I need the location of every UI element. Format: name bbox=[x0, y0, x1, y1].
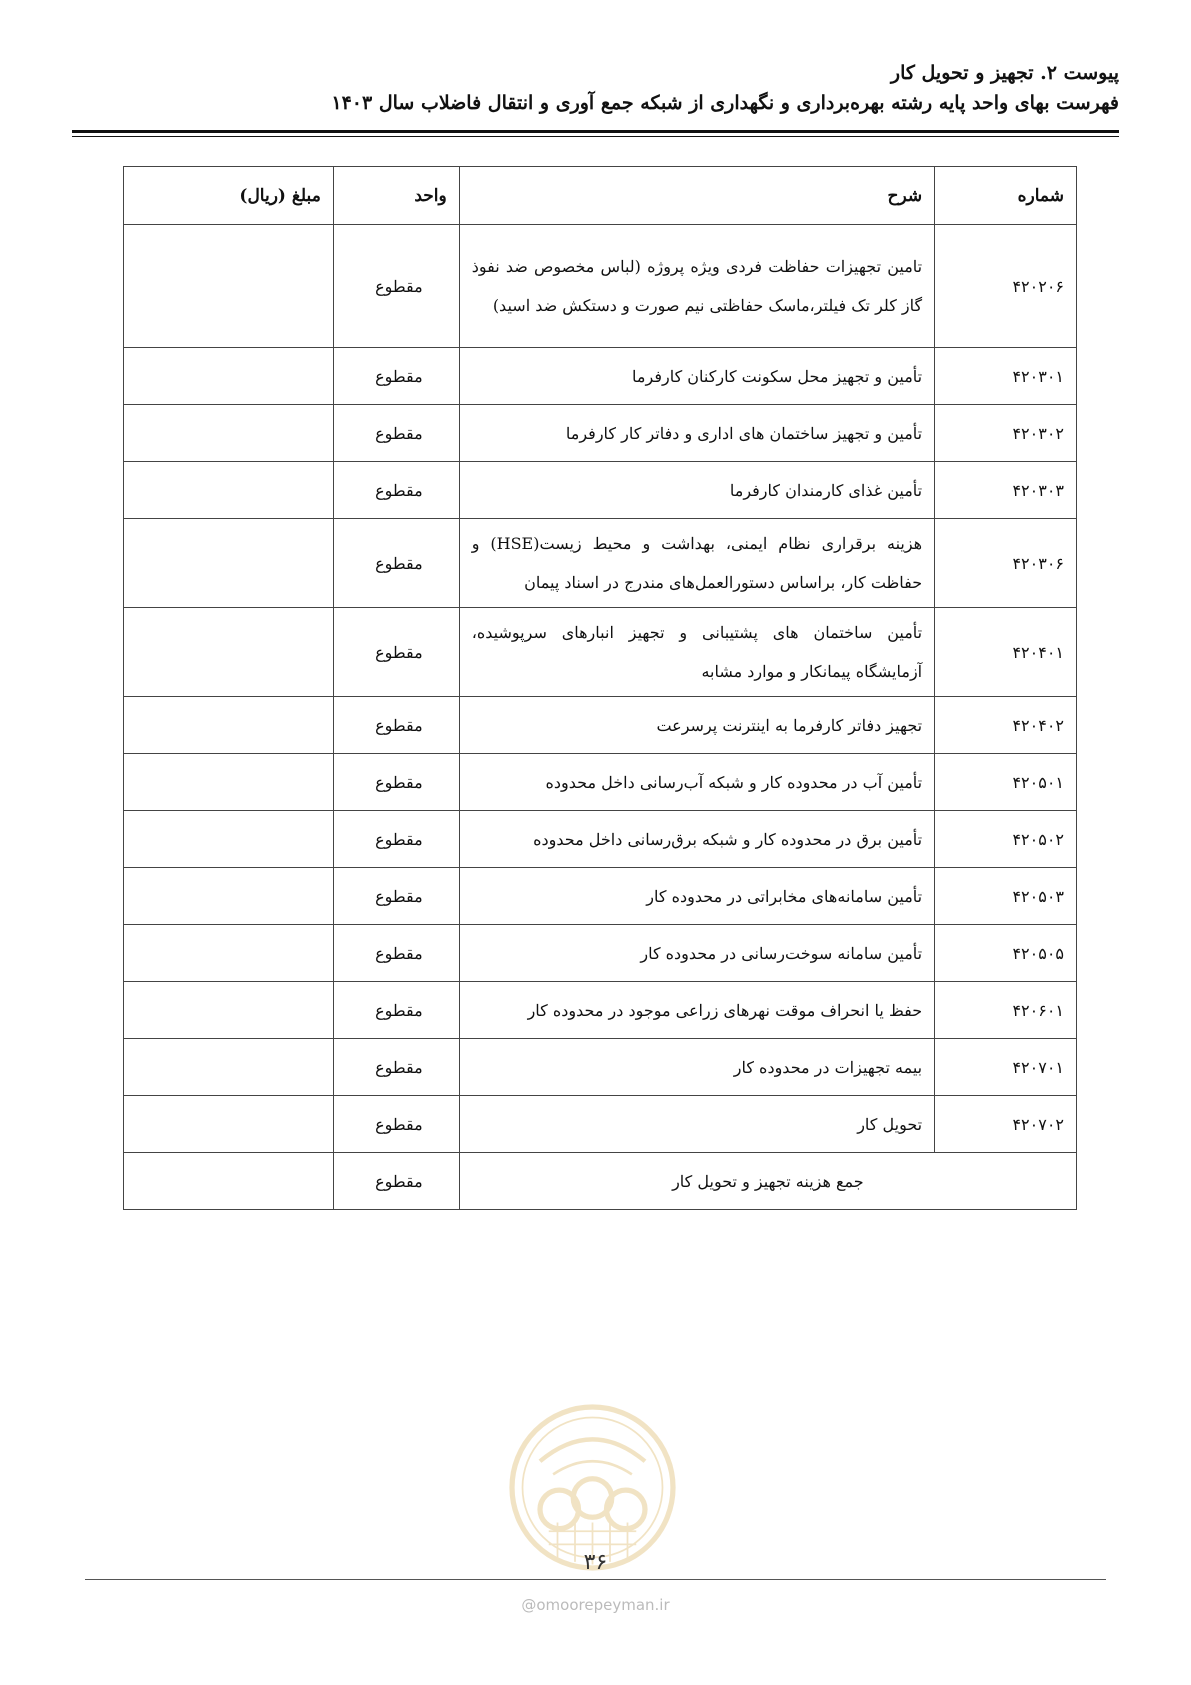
header-unit: واحد bbox=[333, 167, 459, 225]
item-unit: مقطوع bbox=[333, 1096, 459, 1153]
item-number: ۴۲۰۳۰۳ bbox=[935, 462, 1077, 519]
item-unit: مقطوع bbox=[333, 697, 459, 754]
item-amount bbox=[124, 225, 334, 348]
item-description: بیمه تجهیزات در محدوده کار bbox=[459, 1039, 934, 1096]
header-description: شرح bbox=[459, 167, 934, 225]
table-row bbox=[124, 608, 1077, 697]
item-unit: مقطوع bbox=[333, 519, 459, 608]
footer-rule bbox=[85, 1579, 1106, 1580]
item-number: ۴۲۰۳۰۶ bbox=[935, 519, 1077, 608]
item-number: ۴۲۰۶۰۱ bbox=[935, 982, 1077, 1039]
item-unit: مقطوع bbox=[333, 1039, 459, 1096]
header-rule-thin bbox=[72, 136, 1119, 137]
item-number: ۴۲۰۲۰۶ bbox=[935, 225, 1077, 348]
table-row bbox=[124, 1039, 1077, 1096]
table-row bbox=[124, 348, 1077, 405]
item-unit: مقطوع bbox=[333, 754, 459, 811]
table-row bbox=[124, 405, 1077, 462]
item-description: تأمین و تجهیز ساختمان های اداری و دفاتر کار کارفرما bbox=[459, 405, 934, 462]
item-amount bbox=[124, 925, 334, 982]
item-unit: مقطوع bbox=[333, 462, 459, 519]
item-description: تأمین و تجهیز محل سکونت کارکنان کارفرما bbox=[459, 348, 934, 405]
omoorepeyman-seal-logo bbox=[505, 1400, 680, 1575]
item-amount bbox=[124, 519, 334, 608]
item-description: حفظ یا انحراف موقت نهرهای زراعی موجود در محدوده کار bbox=[459, 982, 934, 1039]
watermark-text: @omoorepeyman.ir bbox=[521, 1596, 670, 1614]
item-number: ۴۲۰۵۰۲ bbox=[935, 811, 1077, 868]
item-description: تأمین ساختمان های پشتیبانی و تجهیز انبارهای سرپوشیده، آزمایشگاه پیمانکار و موارد مشابه bbox=[459, 608, 934, 697]
table-row bbox=[124, 811, 1077, 868]
document-title: فهرست بهای واحد پایه رشته بهره‌برداری و نگهداری از شبکه جمع آوری و انتقال فاضلاب سال ۱۴۰۳ bbox=[331, 92, 1119, 114]
table-row bbox=[124, 697, 1077, 754]
item-amount bbox=[124, 462, 334, 519]
table-total-row bbox=[124, 1153, 1077, 1210]
table-row bbox=[124, 225, 1077, 348]
item-number: ۴۲۰۴۰۱ bbox=[935, 608, 1077, 697]
item-unit: مقطوع bbox=[333, 868, 459, 925]
item-amount bbox=[124, 982, 334, 1039]
header-number: شماره bbox=[935, 167, 1077, 225]
item-amount bbox=[124, 1039, 334, 1096]
item-amount bbox=[124, 405, 334, 462]
item-unit: مقطوع bbox=[333, 925, 459, 982]
item-number: ۴۲۰۵۰۵ bbox=[935, 925, 1077, 982]
item-unit: مقطوع bbox=[333, 608, 459, 697]
item-description: تأمین سامانه سوخت‌رسانی در محدوده کار bbox=[459, 925, 934, 982]
table-row bbox=[124, 925, 1077, 982]
item-amount bbox=[124, 811, 334, 868]
item-amount bbox=[124, 348, 334, 405]
item-unit: مقطوع bbox=[333, 405, 459, 462]
item-number: ۴۲۰۴۰۲ bbox=[935, 697, 1077, 754]
item-number: ۴۲۰۷۰۱ bbox=[935, 1039, 1077, 1096]
total-unit: مقطوع bbox=[333, 1153, 459, 1210]
item-description: تأمین غذای کارمندان کارفرما bbox=[459, 462, 934, 519]
item-number: ۴۲۰۳۰۲ bbox=[935, 405, 1077, 462]
item-unit: مقطوع bbox=[333, 225, 459, 348]
item-unit: مقطوع bbox=[333, 982, 459, 1039]
item-description: تامین تجهیزات حفاظت فردی ویژه پروژه (لباس مخصوص ضد نفوذ گاز کلر تک فیلتر،ماسک حفاظتی نیم صورت و دستکش ضد اسید) bbox=[459, 225, 934, 348]
page-number: ۳۶ bbox=[583, 1550, 608, 1575]
total-label: جمع هزینه تجهیز و تحویل کار bbox=[459, 1153, 1076, 1210]
item-description: تحویل کار bbox=[459, 1096, 934, 1153]
item-description: تأمین برق در محدوده کار و شبکه برق‌رسانی داخل محدوده bbox=[459, 811, 934, 868]
item-amount bbox=[124, 868, 334, 925]
page-header bbox=[72, 58, 1119, 118]
table-row bbox=[124, 868, 1077, 925]
item-unit: مقطوع bbox=[333, 811, 459, 868]
header-rule-thick bbox=[72, 130, 1119, 133]
item-amount bbox=[124, 697, 334, 754]
item-description: تجهیز دفاتر کارفرما به اینترنت پرسرعت bbox=[459, 697, 934, 754]
table-row bbox=[124, 462, 1077, 519]
table-row bbox=[124, 519, 1077, 608]
item-description: تأمین سامانه‌های مخابراتی در محدوده کار bbox=[459, 868, 934, 925]
header-amount: مبلغ (ریال) bbox=[124, 167, 334, 225]
table-row bbox=[124, 754, 1077, 811]
item-description: هزینه برقراری نظام ایمنی، بهداشت و محیط زیست(HSE) و حفاظت کار، براساس دستورالعمل‌های مندرج در اسناد پیمان bbox=[459, 519, 934, 608]
item-unit: مقطوع bbox=[333, 348, 459, 405]
item-number: ۴۲۰۵۰۱ bbox=[935, 754, 1077, 811]
appendix-title: پیوست ۲. تجهیز و تحویل کار bbox=[890, 62, 1119, 84]
item-amount bbox=[124, 1096, 334, 1153]
table-row bbox=[124, 1096, 1077, 1153]
table-row bbox=[124, 982, 1077, 1039]
price-list-table bbox=[123, 166, 1077, 1210]
item-number: ۴۲۰۷۰۲ bbox=[935, 1096, 1077, 1153]
total-amount bbox=[124, 1153, 334, 1210]
item-amount bbox=[124, 608, 334, 697]
item-number: ۴۲۰۳۰۱ bbox=[935, 348, 1077, 405]
table-header-row bbox=[124, 167, 1077, 225]
item-amount bbox=[124, 754, 334, 811]
item-number: ۴۲۰۵۰۳ bbox=[935, 868, 1077, 925]
item-description: تأمین آب در محدوده کار و شبکه آب‌رسانی داخل محدوده bbox=[459, 754, 934, 811]
